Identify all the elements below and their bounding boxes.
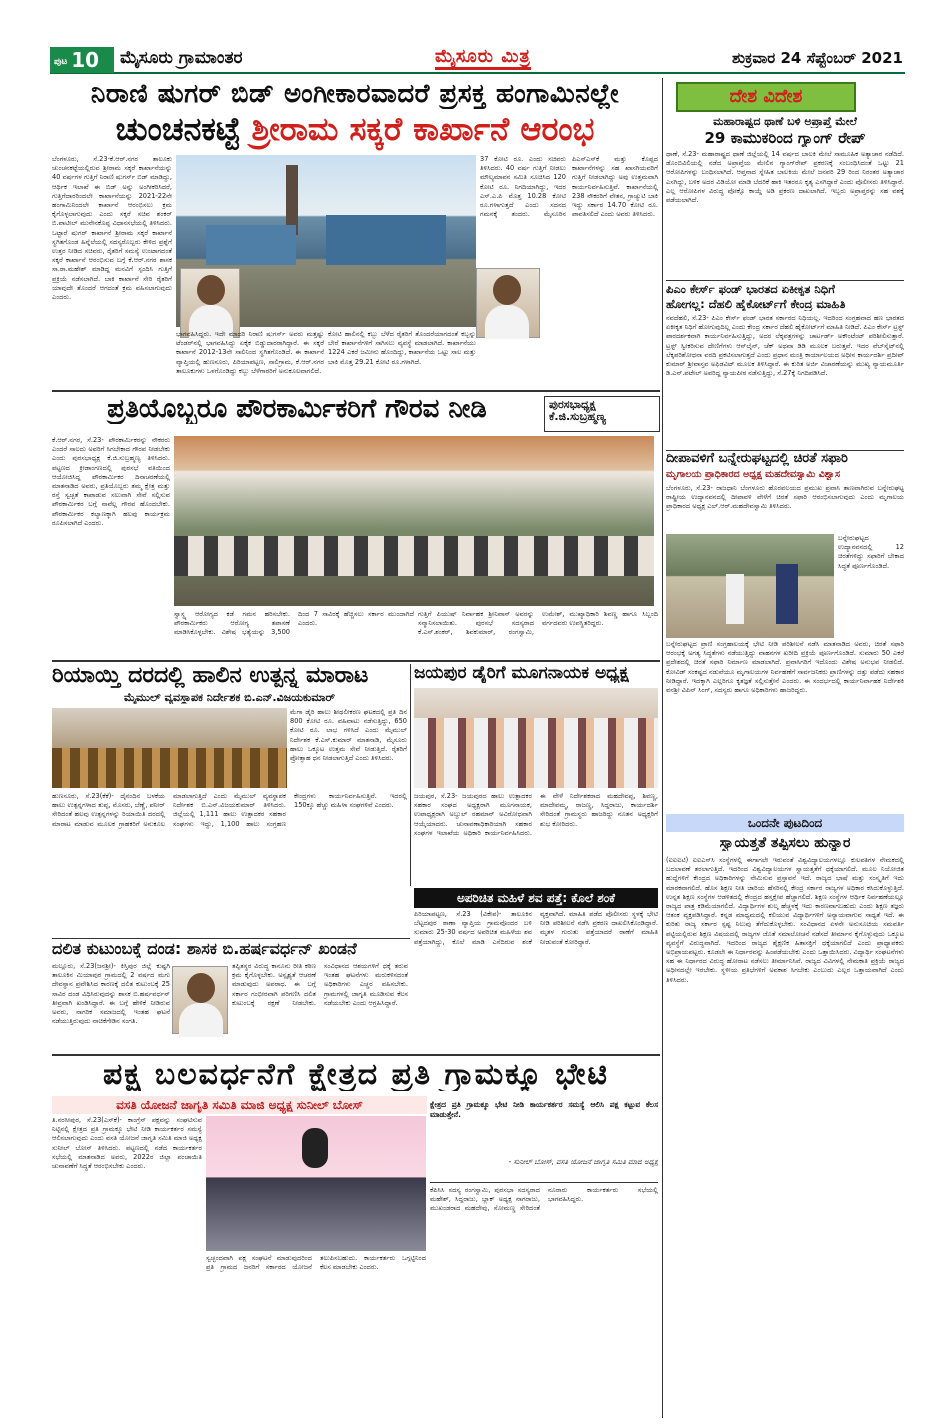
milk-title: ರಿಯಾಯ್ತಿ ದರದಲ್ಲಿ ಹಾಲಿನ ಉತ್ಪನ್ನ ಮಾರಾಟ — [52, 664, 369, 688]
milk-body-top: ಮೆಗಾ ಡೈರಿ ಹಾಲು ಶೀಥಲೀಕರಣ ಘಟಕದಲ್ಲಿ ಪ್ರತಿ ದಿನ 800 ಕೋಟಿ ರೂ. ವಹಿವಾಟು ನಡೆಸುತ್ತಿದ್ದು, 650 ಕೋಟಿ ರೂ. ಲಾಭ ಗಳಿಸಿದೆ ಎಂದು ಮೈಮುಲ್ ನಿರ್ದೇಶಕ ಕೆ.ಎಸ್.ಕುಮಾರ್ ಮಾತನಾಡಿ, ಮೈಸೂರು ಹಾಲು ಒಕ್ಕೂಟ ಉತ್ತಮ ಸೇವೆ ನೀಡುತ್ತಿದೆ. ರೈತರಿಗೆ ಪ್ರೋತ್ಸಾಹ ಧನ ನೀಡಲಾಗುತ್ತಿದೆ ಎಂದು ತಿಳಿಸಿದರು. — [290, 708, 407, 763]
unknown-woman-title: ಅಪರಿಚಿತ ಮಹಿಳೆ ಶವ ಪತ್ತೆ: ಕೊಲೆ ಶಂಕೆ — [414, 888, 658, 908]
party-quote-by: - ಸುನೀಲ್ ಬೋಸ್, ವಸತಿ ಯೋಜನೆ ಜಾಗೃತಿ ಸಮಿತಿ ಮಾಜಿ ಅಧ್ಯಕ್ಷ — [508, 1158, 658, 1166]
section-name: ಮೈಸೂರು ಗ್ರಾಮಾಂತರ — [120, 48, 243, 68]
masthead: ಮೈಸೂರು ಮಿತ್ರ — [435, 46, 531, 70]
pourakarmika-byline-box — [544, 396, 660, 432]
lead-title-black: ಚುಂಚನಕಟ್ಟೆ — [115, 112, 241, 148]
thane-body: ಥಾಣೆ, ಸೆ.23- ಮಹಾರಾಷ್ಟ್ರದ ಥಾಣೆ ಜಿಲ್ಲೆಯಲ್ಲಿ 14 ವರ್ಷದ ಬಾಲಕಿ ಮೇಲೆ ಸಾಮೂಹಿಕ ಅತ್ಯಾಚಾರ ನಡೆದಿದೆ. ಡೊಂಬಿವಿಲಿಯಲ್ಲಿ ನಡೆದ ಅಪ್ರಾಪ್ತೆಯ ಮೇಲಿನ ಗ್ಯಾಂಗ್‌ರೇಪ್ ಪ್ರಕರಣಕ್ಕೆ ಸಂಬಂಧಿಸಿದಂತೆ ಒಟ್ಟು 21 ಆರೋಪಿಗಳನ್ನು ಬಂಧಿಸಲಾಗಿದೆ. ಆಪ್ತನಾದ ಸ್ನೇಹಿತ ಬಾಲಕಿಯ ಮೇಲೆ ಜನವರಿ 29 ರಿಂದ ನಿರಂತರ ಅತ್ಯಾಚಾರ ಎಸಗಿದ್ದು, ಬಳಿಕ ಅದರ ವಿಡಿಯೋ ಮಾಡಿ ಬೆದರಿಕೆ ಹಾಕಿ ಇತರರೂ ಕೃತ್ಯ ಎಸಗಿದ್ದಾರೆ ಎಂದು ಪೊಲೀಸರು ತಿಳಿಸಿದ್ದಾರೆ. ಎಲ್ಲ ಆರೋಪಿಗಳ ವಿರುದ್ಧ ಪೋಕ್ಸೊ ಕಾಯ್ದೆ ಅಡಿ ಪ್ರಕರಣ ದಾಖಲಾಗಿದೆ. ಇಬ್ಬರು ಅಪ್ರಾಪ್ತರನ್ನು ಸಹ ವಶಕ್ಕೆ ಪಡೆಯಲಾಗಿದೆ. — [666, 150, 904, 205]
pm-cares-body: ನವದೆಹಲಿ, ಸೆ.23- ಪಿಎಂ ಕೇರ್ಸ್ ಫಂಡ್ ಭಾರತ ಸರ್ಕಾರದ ನಿಧಿಯಲ್ಲ. ಇದರಿಂದ ಸಂಗ್ರಹವಾದ ಹಣ ಭಾರತದ ಏಕೀಕೃತ ನಿಧಿಗೆ ಹೋಗುವುದಿಲ್ಲ ಎಂದು ಕೇಂದ್ರ ಸರ್ಕಾರ ದೆಹಲಿ ಹೈಕೋರ್ಟ್‌ಗೆ ಮಾಹಿತಿ ನೀಡಿದೆ. ಪಿಎಂ ಕೇರ್ಸ್ ಟ್ರಸ್ಟ್ ಪಾರದರ್ಶಕವಾಗಿ ಕಾರ್ಯನಿರ್ವಹಿಸುತ್ತಿದ್ದು, ಅದರ ಲೆಕ್ಕಪತ್ರಗಳನ್ನು ಚಾರ್ಟರ್ಡ್ ಅಕೌಂಟೆಂಟ್ ಪರಿಶೀಲಿಸುತ್ತಾರೆ. ಟ್ರಸ್ಟ್ ಸ್ವೀಕರಿಸುವ ದೇಣಿಗೆಗಳು ಆನ್‌ಲೈನ್, ಚೆಕ್ ಅಥವಾ ಡಿಡಿ ಮೂಲಕ ಬರುತ್ತವೆ. ಇದರ ವೆಬ್‌ಸೈಟ್‌ನಲ್ಲಿ ಲೆಕ್ಕಪರಿಶೋಧನಾ ವರದಿ ಪ್ರಕಟಿಸಲಾಗುತ್ತದೆ ಎಂದು ಪ್ರಧಾನ ಮಂತ್ರಿ ಕಾರ್ಯಾಲಯದ ಅಧೀನ ಕಾರ್ಯದರ್ಶಿ ಪ್ರದೀಪ್ ಕುಮಾರ್ ಶ್ರೀವಾಸ್ತವ ಅಫಿಡವಿಟ್ ಮೂಲಕ ತಿಳಿಸಿದ್ದಾರೆ. ಈ ಕುರಿತ ಅರ್ಜಿ ವಿಚಾರಣೆಯನ್ನು ಮುಖ್ಯ ನ್ಯಾಯಮೂರ್ತಿ ಡಿ.ಎನ್.ಪಟೇಲ್ ಅವರಿದ್ದ ನ್ಯಾಯಪೀಠ ನಡೆಸುತ್ತಿದ್ದು, ಸೆ.27ಕ್ಕೆ ನಿಗದಿಪಡಿಸಿದೆ. — [666, 314, 904, 378]
party-body-left: ತಿ.ನರಸೀಪುರ, ಸೆ.23(ಎಸ್‌ಕೆ)- ಕಾಂಗ್ರೆಸ್ ಪಕ್ಷವನ್ನು ಸಂಘಟಿಸುವ ನಿಟ್ಟಿನಲ್ಲಿ ಕ್ಷೇತ್ರದ ಪ್ರತಿ ಗ್ರಾಮಕ್ಕೂ ಭೇಟಿ ನೀಡಿ ಕಾರ್ಯಕರ್ತರ ಸಮಸ್ಯೆ ಆಲಿಸಲಾಗುವುದು ಎಂದು ವಸತಿ ಯೋಜನೆ ಜಾಗೃತಿ ಸಮಿತಿ ಮಾಜಿ ಅಧ್ಯಕ್ಷ ಸುನೀಲ್ ಬೋಸ್ ತಿಳಿಸಿದರು. ಪಟ್ಟಣದಲ್ಲಿ ನಡೆದ ಕಾರ್ಯಕರ್ತರ ಸಭೆಯಲ್ಲಿ ಮಾತನಾಡಿದ ಅವರು, 2022ರ ಜಿಲ್ಲಾ ಪಂಚಾಯಿತಿ ಚುನಾವಣೆಗೆ ಸಿದ್ಧತೆ ಆರಂಭಿಸಬೇಕು ಎಂದರು. — [52, 1116, 202, 1171]
safari-body-bottom: ಬನ್ನೇರುಘಟ್ಟದ ಪ್ರಾಣಿ ಸಂಗ್ರಹಾಲಯಕ್ಕೆ ಭೇಟಿ ನೀಡಿ ಪರಿಶೀಲನೆ ನಡೆಸಿ ಮಾತನಾಡಿದ ಅವರು, ಚಿರತೆ ಸಫಾರಿ ಆರಂಭಕ್ಕೆ ಅಗತ್ಯ ಸಿದ್ಧತೆಗಳು ನಡೆಯುತ್ತಿದ್ದು ವಾಹನಗಳ ಖರೀದಿ ಪ್ರಕ್ರಿಯೆ ಪೂರ್ಣಗೊಂಡಿದೆ. ಸುಮಾರು 50 ಎಕರೆ ಪ್ರದೇಶದಲ್ಲಿ ಚಿರತೆ ಸಫಾರಿ ನಿರ್ಮಾಣ ಮಾಡಲಾಗಿದೆ. ಪ್ರವಾಸಿಗರಿಗೆ ಇದೊಂದು ವಿಶೇಷ ಅನುಭವ ನೀಡಲಿದೆ. ಕೋವಿಡ್ ಸಂಕಷ್ಟದ ನಡುವೆಯೂ ಮೃಗಾಲಯಗಳ ನಿರ್ವಹಣೆಗೆ ಸಾರ್ವಜನಿಕರು ಪ್ರಾಣಿಗಳನ್ನು ದತ್ತು ಪಡೆದು ಸಹಕಾರ ನೀಡಿದ್ದಾರೆ. ಇದಕ್ಕಾಗಿ ಎಲ್ಲರಿಗೂ ಕೃತಜ್ಞತೆ ಸಲ್ಲಿಸುತ್ತೇನೆ ಎಂದರು. ಈ ಸಂದರ್ಭದಲ್ಲಿ ಕಾರ್ಯನಿರ್ವಾಹಕ ನಿರ್ದೇಶಕಿ ವನಶ್ರೀ ವಿಪಿನ್ ಸಿಂಗ್, ಸದಸ್ಯರು ಹಾಗೂ ಅಧಿಕಾರಿಗಳು ಹಾಜರಿದ್ದರು. — [666, 640, 904, 695]
minister-portrait — [180, 268, 240, 338]
dalit-body-left: ಮಲ್ಲೂರು, ಸೆ.23(ಜನಶ್ರೀ)- ಕಿಸ್ತಿಪುರ ಜಿಲ್ಲೆ ಕುಷ್ಟಗಿ ತಾಲೂಕಿನ ಮಿಯಾಪುರ ಗ್ರಾಮದಲ್ಲಿ 2 ವರ್ಷದ ಮಗು ದೇವಸ್ಥಾನ ಪ್ರವೇಶಿಸಿದ ಕಾರಣಕ್ಕೆ ದಲಿತ ಕುಟುಂಬಕ್ಕೆ 25 ಸಾವಿರ ದಂಡ ವಿಧಿಸಿರುವುದನ್ನು ಶಾಸಕ ಬಿ.ಹರ್ಷವರ್ಧನ್ ತೀವ್ರವಾಗಿ ಖಂಡಿಸಿದ್ದಾರೆ. ಈ ಬಗ್ಗೆ ಹೇಳಿಕೆ ನೀಡಿರುವ ಅವರು, ನಾಗರಿಕ ಸಮಾಜದಲ್ಲಿ ಇಂತಹ ಘಟನೆ ನಡೆಯುತ್ತಿರುವುದು ನಾಚಿಕೆಗೇಡಿನ ಸಂಗತಿ. — [52, 962, 170, 1026]
lead-title-red: ಶ್ರೀರಾಮ ಸಕ್ಕರೆ ಕಾರ್ಖಾನೆ ಆರಂಭ — [251, 112, 595, 148]
pourakarmika-body-right: ಗುತ್ತಿಗೆ ಪಿಯುಷ್ ನಿರ್ವಾಹಕ ಶ್ರೀನಿವಾಸ್ ಅವರನ್ನು ಸನ್ಮಾನಿಸಲಾಯಿತು. ಪುರಸಭೆ ಸದಸ್ಯರಾದ ಕೆ.ಎಸ್.ಶಂಕರ್, ಶಿವಕುಮಾರ್, ರಂಗಸ್ವಾಮಿ, ಉಮೇಶ್, ಮುಖ್ಯಾಧಿಕಾರಿ ಶಿವಣ್ಣ ಹಾಗೂ ಸಿಬ್ಬಂದಿ ವರ್ಗದವರು ಉಪಸ್ಥಿತರಿದ್ದರು. — [418, 610, 658, 637]
lead-title — [52, 112, 658, 152]
byline-name: ಕೆ.ಜಿ.ಸುಬ್ರಹ್ಮಣ್ಯ — [549, 410, 606, 424]
lead-body-left: ಬೆಂಗಳೂರು, ಸೆ.23-ಕೆ.ಆರ್.ನಗರ ತಾಲೂಕು ಚುಂಚನಕಟ್ಟೆಯಲ್ಲಿರುವ ಶ್ರೀರಾಮ ಸಕ್ಕರೆ ಕಾರ್ಖಾನೆಯನ್ನು 40 ವರ್ಷಗಳ ಗುತ್ತಿಗೆ ನಿರಾಣಿ ಷುಗರ್ಸ್ ಬಿಡ್ ಮಾಡಿದ್ದು, ಆರ್ಥಿಕ ಇಲಾಖೆ ಈ ಬಿಡ್ ಅನ್ನು ಅಂಗೀಕರಿಸಿದರೆ, ಗುತ್ತಿಗೆದಾರರಿಂದಲೇ ಕಾರ್ಖಾನೆಯನ್ನು 2021-22ನೇ ಹಂಗಾಮಿನಿಂದಲೇ ಕಾರ್ಖಾನೆ ಆರಂಭಿಸಲು ಕ್ರಮ ಕೈಗೊಳ್ಳಲಾಗುವುದು ಎಂದು ಸಕ್ಕರೆ ಸಚಿವ ಶಂಕರ್ ಬಿ.ಪಾಟೀಲ್ ಮುನೇನಕೊಪ್ಪ ವಿಧಾನಸಭೆಯಲ್ಲಿ ತಿಳಿಸಿದರು. ಒಟ್ಟಾರೆ ಷುಗರ್ ಕಾರ್ಖಾನೆ ಶ್ರೀರಾಮ ಸಕ್ಕರೆ ಕಾರ್ಖಾನೆ ಸ್ಥಗಿತಗೊಂಡ ಹಿನ್ನೆಲೆಯಲ್ಲಿ ಸದಸ್ಯರೊಬ್ಬರು ಕೇಳಿದ ಪ್ರಶ್ನೆಗೆ ಉತ್ತರ ನೀಡಿದ ಸಚಿವರು, ರೈತರಿಗೆ ಸಮಸ್ಯೆ ಉಂಟಾಗದಂತೆ ಸಕ್ಕರೆ ಕಾರ್ಖಾನೆ ಆರಂಭಿಸುವ ಬಗ್ಗೆ ಕೆ.ಆರ್.ನಗರ ಶಾಸಕ ಸಾ.ರಾ.ಮಹೇಶ್ ಮಾಡಿದ್ದ ಮನವಿಗೆ ಸ್ಪಂದಿಸಿ ಗುತ್ತಿಗೆ ಪ್ರಕ್ರಿಯೆ ನಡೆಸಲಾಗಿದೆ. ಬಾಕಿ ಕಾರ್ಖಾನೆ ಸೇರಿ ರೈತರಿಗೆ ಯಾವುದೇ ತೊಂದರೆ ಆಗದಂತೆ ಕ್ರಮ ವಹಿಸಲಾಗುವುದು ಎಂದರು. — [52, 155, 172, 302]
dairy-title: ಜಯಪುರ ಡೈರಿಗೆ ಮೂಗನಾಯಕ ಅಧ್ಯಕ್ಷ — [414, 664, 629, 683]
party-body-right: ಕೆಪಿಸಿಸಿ ಸದಸ್ಯ ರಂಗಸ್ವಾಮಿ, ಪುರಸಭಾ ಸದಸ್ಯರಾದ ಮಹೇಶ್, ಸಿದ್ದರಾಜು, ಬ್ಲಾಕ್ ಅಧ್ಯಕ್ಷ ನಾಗರಾಜು, ಮುಖಂಡರಾದ ಮಹದೇವು, ಸೋಮಣ್ಣ ಸೇರಿದಂತೆ ನೂರಾರು ಕಾರ್ಯಕರ್ತರು ಸಭೆಯಲ್ಲಿ ಭಾಗವಹಿಸಿದ್ದರು. — [430, 1186, 658, 1213]
party-subtitle: ವಸತಿ ಯೋಜನೆ ಜಾಗೃತಿ ಸಮಿತಿ ಮಾಜಿ ಅಧ್ಯಕ್ಷ ಸುನೀಲ್ ಬೋಸ್ — [52, 1096, 427, 1114]
safari-title: ದೀಪಾವಳಿಗೆ ಬನ್ನೇರುಘಟ್ಟದಲ್ಲಿ ಚಿರತೆ ಸಫಾರಿ — [666, 452, 848, 466]
pm-cares-title: ಪಿಎಂ ಕೇರ್ಸ್ ಫಂಡ್ ಭಾರತದ ಏಕೀಕೃತ ನಿಧಿಗೆ — [666, 283, 835, 296]
desha-videsha-banner: ದೇಶ ವಿದೇಶ — [676, 82, 856, 112]
thane-title: 29 ಕಾಮುಕರಿಂದ ಗ್ಯಾಂಗ್ ರೇಪ್ — [704, 130, 866, 147]
page1-title: ಸ್ವಾಯತ್ತತೆ ತಪ್ಪಿಸಲು ಹುನ್ನಾರ — [719, 836, 851, 851]
mla-portrait — [476, 268, 540, 338]
pourakarmika-body-left: ಕೆ.ಆರ್.ನಗರ, ಸೆ.23- ಪೌರಕಾರ್ಮಿಕರನ್ನು ನೌಕರರು ಎಂದರೆ ಸಾಲದು ಅವರಿಗೆ ಸಿಗಬೇಕಾದ ಗೌರವ ನೀಡಬೇಕು ಎಂದು ಪುರಸಭಾಧ್ಯಕ್ಷ ಕೆ.ಜಿ.ಸುಬ್ರಹ್ಮಣ್ಯ ತಿಳಿಸಿದರು. ಪಟ್ಟಣದ ಕ್ರೀಡಾಂಗಣದಲ್ಲಿ ಪುರಸಭೆ ವತಿಯಿಂದ ಆಯೋಜಿಸಿದ್ದ ಪೌರಕಾರ್ಮಿಕರ ದಿನಾಚರಣೆಯಲ್ಲಿ ಮಾತನಾಡಿದ ಅವರು, ಪ್ರತಿಯೊಬ್ಬರು ತಮ್ಮ ಕ್ಷೇತ್ರ ಮತ್ತು ರಸ್ತೆ ಸ್ವಚ್ಛತೆ ಕಾಪಾಡುವ ಸಲುವಾಗಿ ಸೇವೆ ಸಲ್ಲಿಸುವ ಪೌರಕಾರ್ಮಿಕರ ಬಗ್ಗೆ ನಾವೆಲ್ಲ ಗೌರವ ಹೊಂದಬೇಕು. ಪೌರಕಾರ್ಮಿಕರ ಕಲ್ಯಾಣಕ್ಕಾಗಿ ಹಲವು ಕಾರ್ಯಕ್ರಮ ರೂಪಿಸಲಾಗಿದೆ ಎಂದರು. — [52, 436, 170, 527]
lead-body-mid: ಭಾಗವಹಿಸಿದ್ದರು. ಇದೇ ಮಾದರಿ ನಿರಾಣಿ ಷುಗರ್ಸ್ ಅವರು ಮತ್ತಷ್ಟು ಟೆಂಡರ್‌ನಲ್ಲಿ ಭಾಗವಹಿಸಿದ್ದು ಏಕೈಕ ಬಿಡ್ಡುದಾರರಾಗಿದ್ದಾರೆ. ಈ ಸಕ್ಕರೆ ಕಾರ್ಖಾನೆ 2012-13ನೇ ಸಾಲಿನಿಂದ ಸ್ಥಗಿತಗೊಂಡಿದೆ. ಈ ಕಾರ್ಖಾನೆ ವ್ಯಾಪ್ತಿಯಲ್ಲಿ ಹುಣಸೂರು, ಪಿರಿಯಾಪಟ್ಟಣ, ಸಾಲಿಗ್ರಾಮ, ಕೆ.ಆರ್.ನಗರ ತಾಲೂಕುಗಳು ಒಳಗೊಂಡಿದ್ದು ಕಬ್ಬು ಬೆಳೆಗಾರರಿಗೆ ಅನುಕೂಲವಾಗಲಿದೆ. — [176, 330, 324, 375]
milk-products-photo — [52, 708, 287, 788]
milk-subtitle: ಮೈಮುಲ್ ವ್ಯವಸ್ಥಾಪಕ ನಿರ್ದೇಶಕ ಬಿ.ಎನ್.ವಿಜಯಕುಮಾರ್ — [123, 692, 336, 704]
milk-body-bottom: ಹುಣಸೂರು, ಸೆ.23(ಕೆಕೆ)- ದೈನಂದಿನ ಬಳಕೆಯ ಹಾಲು ಉತ್ಪನ್ನಗಳಾದ ತುಪ್ಪ, ಮೊಸರು, ಬೆಣ್ಣೆ, ಪನೀರ್ ಸೇರಿದಂತೆ ಹಲವು ಉತ್ಪನ್ನಗಳನ್ನು ರಿಯಾಯಿತಿ ದರದಲ್ಲಿ ಮಾರಾಟ ಮಾಡುವ ಮೂಲಕ ಗ್ರಾಹಕರಿಗೆ ಅನುಕೂಲ ಮಾಡಲಾಗುತ್ತಿದೆ ಎಂದು ಮೈಮುಲ್ ವ್ಯವಸ್ಥಾಪಕ ನಿರ್ದೇಶಕ ಬಿ.ಎನ್.ವಿಜಯಕುಮಾರ್ ತಿಳಿಸಿದರು. ಜಿಲ್ಲೆಯಲ್ಲಿ 1,111 ಹಾಲು ಉತ್ಪಾದಕರ ಸಹಕಾರ ಸಂಘಗಳು ಇದ್ದು, 1,100 ಹಾಲು ಸಂಗ್ರಹಣ ಕೇಂದ್ರಗಳು ಕಾರ್ಯನಿರ್ವಹಿಸುತ್ತಿವೆ. ಇದರಲ್ಲಿ 150ಕ್ಕೂ ಹೆಚ್ಚು ಮಹಿಳಾ ಸಂಘಗಳಿವೆ ಎಂದರು. — [52, 792, 407, 828]
party-quote: ಕ್ಷೇತ್ರದ ಪ್ರತಿ ಗ್ರಾಮಕ್ಕೂ ಭೇಟಿ ನೀಡಿ ಕಾರ್ಯಕರ್ತರ ಸಮಸ್ಯೆ ಆಲಿಸಿ ಪಕ್ಷ ಕಟ್ಟುವ ಕೆಲಸ ಮಾಡುತ್ತೇನೆ. — [430, 1100, 658, 1119]
safari-subtitle: ಮೃಗಾಲಯ ಪ್ರಾಧಿಕಾರದ ಅಧ್ಯಕ್ಷ ಮಹದೇವಸ್ವಾಮಿ ವಿಶ್ವಾಸ — [666, 470, 841, 480]
issue-date: ಶುಕ್ರವಾರ 24 ಸೆಪ್ಟೆಂಬರ್ 2021 — [732, 49, 903, 67]
dalit-title: ದಲಿತ ಕುಟುಂಬಕ್ಕೆ ದಂಡ: ಶಾಸಕ ಬಿ.ಹರ್ಷವರ್ಧನ್ ಖಂಡನೆ — [52, 940, 357, 958]
unknown-woman-body: ಪಿರಿಯಾಪಟ್ಟಣ, ಸೆ.23 (ವಿಕೇಪ)- ತಾಲೂಕಿನ ಬೆಟ್ಟದಪುರ ಠಾಣಾ ವ್ಯಾಪ್ತಿಯ ಗ್ರಾಮವೊಂದರ ಬಳಿ ಸುಮಾರು 25-30 ವರ್ಷದ ಅಪರಿಚಿತ ಮಹಿಳೆಯ ಶವ ಪತ್ತೆಯಾಗಿದ್ದು, ಕೊಲೆ ಮಾಡಿ ಎಸೆದಿರುವ ಶಂಕೆ ವ್ಯಕ್ತವಾಗಿದೆ. ಮಾಹಿತಿ ಪಡೆದ ಪೊಲೀಸರು ಸ್ಥಳಕ್ಕೆ ಭೇಟಿ ನೀಡಿ ಪರಿಶೀಲನೆ ನಡೆಸಿ ಪ್ರಕರಣ ದಾಖಲಿಸಿಕೊಂಡಿದ್ದಾರೆ. ಮೃತಳ ಗುರುತು ಪತ್ತೆಯಾದರೆ ಠಾಣೆಗೆ ಮಾಹಿತಿ ನೀಡುವಂತೆ ಕೋರಿದ್ದಾರೆ. — [414, 910, 658, 946]
thane-kicker: ಮಹಾರಾಷ್ಟ್ರದ ಥಾಣೆ ಬಳಿ ಅಪ್ರಾಪ್ತೆ ಮೇಲೆ — [713, 116, 857, 128]
page1-body: (ಐಐಐಟಿ) ಐಐಎಸ್‌ಸಿ ಸಂಸ್ಥೆಗಳಲ್ಲಿ ಈಗಾಗಲೇ ಇರುವಂತೆ ವಿಶ್ವವಿದ್ಯಾಲಯಗಳಲ್ಲೂ ಕುಲಪತಿಗಳ ನೇಮಕದಲ್ಲಿ ಬದಲಾವಣೆ ತರಲಾಗುತ್ತಿದೆ. ಇದರಿಂದ ವಿಶ್ವವಿದ್ಯಾಲಯಗಳ ಸ್ವಾಯತ್ತತೆಗೆ ಧಕ್ಕೆಯಾಗಲಿದೆ. ಮೂಲ ನಿಯೋಜಿತ ಹುದ್ದೆಗಳಿಗೆ ಕೇಂದ್ರದ ಅಧಿಕಾರಿಗಳನ್ನು ನೇಮಿಸುವ ಪ್ರಸ್ತಾವನೆ ಇದೆ. ರಾಜ್ಯದ ಭಾಷೆ ಮತ್ತು ಸಂಸ್ಕೃತಿಗೆ ಇದು ಮಾರಕವಾಗಲಿದೆ. ಹೊಸ ಶಿಕ್ಷಣ ನೀತಿ ಜಾರಿಯ ಹೆಸರಿನಲ್ಲಿ ಕೇಂದ್ರ ಸರ್ಕಾರ ರಾಜ್ಯಗಳ ಅಧಿಕಾರ ಕಸಿದುಕೊಳ್ಳುತ್ತಿದೆ. ಉನ್ನತ ಶಿಕ್ಷಣ ಸಂಸ್ಥೆಗಳ ಆಡಳಿತದಲ್ಲಿ ಕೇಂದ್ರದ ಹಸ್ತಕ್ಷೇಪ ಹೆಚ್ಚಾಗಲಿದೆ. ಶಿಕ್ಷಣ ಸಂಸ್ಥೆಗಳ ಆರ್ಥಿಕ ನಿರ್ವಹಣೆಯಲ್ಲೂ ರಾಜ್ಯದ ಪಾತ್ರ ಕಡಿಮೆಯಾಗಲಿದೆ. ವಿದ್ಯಾರ್ಥಿಗಳ ಶುಲ್ಕ ಹೆಚ್ಚಳಕ್ಕೆ ಇದು ಕಾರಣವಾಗಬಹುದು ಎಂದು ಶಿಕ್ಷಣ ತಜ್ಞರು ಆತಂಕ ವ್ಯಕ್ತಪಡಿಸಿದ್ದಾರೆ. ಕನ್ನಡ ಮಾಧ್ಯಮದಲ್ಲಿ ಕಲಿಯುವ ವಿದ್ಯಾರ್ಥಿಗಳಿಗೆ ಅನ್ಯಾಯವಾಗುವ ಸಾಧ್ಯತೆ ಇದೆ. ಈ ಕುರಿತು ರಾಜ್ಯ ಸರ್ಕಾರ ಸ್ಪಷ್ಟ ನಿಲುವು ತೆಗೆದುಕೊಳ್ಳಬೇಕು. ಸಂವಿಧಾನದ ಏಳನೇ ಅನುಸೂಚಿಯ ಸಮವರ್ತಿ ಪಟ್ಟಿಯಲ್ಲಿರುವ ಶಿಕ್ಷಣ ವಿಷಯದಲ್ಲಿ ರಾಜ್ಯಗಳ ಜೊತೆ ಸಮಾಲೋಚನೆ ನಡೆಸದೆ ತೀರ್ಮಾನ ಕೈಗೊಳ್ಳುವುದು ಒಕ್ಕೂಟ ವ್ಯವಸ್ಥೆಗೆ ವಿರುದ್ಧವಾಗಿದೆ. ಇದರಿಂದ ರಾಜ್ಯದ ಶೈಕ್ಷಣಿಕ ಹಿತಾಸಕ್ತಿಗೆ ಧಕ್ಕೆಯಾಗಲಿದೆ ಎಂದು ಪ್ರಾಧ್ಯಾಪಕರು ಅಭಿಪ್ರಾಯಪಟ್ಟರು. ಕೂಡಲೇ ಈ ನಿರ್ಧಾರವನ್ನು ಹಿಂಪಡೆಯಬೇಕು ಎಂದು ಒತ್ತಾಯಿಸಿದರು. ವಿದ್ಯಾರ್ಥಿ ಸಂಘಟನೆಗಳು ಸಹ ಈ ನಿರ್ಧಾರದ ವಿರುದ್ಧ ಹೋರಾಟ ನಡೆಸಲು ತೀರ್ಮಾನಿಸಿವೆ. ರಾಜ್ಯದ ವಿವಿಗಳಲ್ಲಿ ನೇಮಕಾತಿ ಪ್ರಕ್ರಿಯೆ ರಾಜ್ಯದ ಅಧೀನದಲ್ಲೇ ಇರಬೇಕು. ಸ್ಥಳೀಯ ಪ್ರತಿಭೆಗಳಿಗೆ ಅವಕಾಶ ಸಿಗಬೇಕು ಎಂಬುದು ಎಲ್ಲರ ಒತ್ತಾಯವಾಗಿದೆ ಎಂದು ತಿಳಿಸಿದರು. — [666, 856, 904, 984]
safari-body-side: ಬನ್ನೇರುಘಟ್ಟದ ಉದ್ಯಾನವನದಲ್ಲಿ 12 ಚಿರತೆಗಳಿದ್ದು ಸಫಾರಿಗೆ ಬೇಕಾದ ಸಿದ್ಧತೆ ಪೂರ್ಣಗೊಂಡಿದೆ. — [838, 534, 904, 570]
lead-kicker: ನಿರಾಣಿ ಷುಗರ್ ಬಿಡ್ ಅಂಗೀಕಾರವಾದರೆ ಪ್ರಸಕ್ತ ಹಂಗಾಮಿನಲ್ಲೇ — [90, 80, 620, 109]
pourakarmika-group-photo — [174, 436, 654, 606]
lead-body-mid2: ಕೋಟಿ ಹಾಲಿನಲ್ಲಿ ಕಬ್ಬು ಬೆಳೆದ ರೈತರಿಗೆ ತೊಂದರೆಯಾಗದಂತೆ ಕಬ್ಬನ್ನು ಬೇರೆ ಕಾರ್ಖಾನೆಗಳಿಗೆ ಸಾಗಿಸಲು ವ್ಯವಸ್ಥೆ ಮಾಡಲಾಗಿದೆ. ಕಾರ್ಖಾನೆಯು 1224 ಎಕರೆ ಜಮೀನು ಹೊಂದಿದ್ದು, ಕಾರ್ಖಾನೆಯ ಒಟ್ಟು ಸಾಲ ಮತ್ತು ಬಾಕಿ ಮೊತ್ತ 29.21 ಕೋಟಿ ರೂ.ಗಳಾಗಿದೆ. — [328, 330, 476, 366]
dairy-body: ಜಯಪುರ, ಸೆ.23- ಜಯಪುರದ ಹಾಲು ಉತ್ಪಾದಕರ ಸಹಕಾರ ಸಂಘದ ಅಧ್ಯಕ್ಷರಾಗಿ ಮೂಗನಾಯಕ, ಉಪಾಧ್ಯಕ್ಷರಾಗಿ ಅಬ್ದುಲ್ ರಹಮಾನ್ ಅವಿರೋಧವಾಗಿ ಆಯ್ಕೆಯಾದರು. ಚುನಾವಣಾಧಿಕಾರಿಯಾಗಿ ಸಹಕಾರ ಸಂಘಗಳ ಇಲಾಖೆಯ ಅಧಿಕಾರಿ ಕಾರ್ಯನಿರ್ವಹಿಸಿದರು. ಈ ವೇಳೆ ನಿರ್ದೇಶಕರಾದ ಮಹದೇವಪ್ಪ, ಶಿವಣ್ಣ, ಮಾದೇವಮ್ಮ, ರಾಜಣ್ಣ, ಸಿದ್ದರಾಜು, ಕಾರ್ಯದರ್ಶಿ ಸೇರಿದಂತೆ ಗ್ರಾಮಸ್ಥರು ಹಾಜರಿದ್ದು ನೂತನ ಅಧ್ಯಕ್ಷರಿಗೆ ಶುಭ ಕೋರಿದರು. — [414, 792, 658, 837]
dalit-body-right: ತಪ್ಪಿತಸ್ಥರ ವಿರುದ್ಧ ಕಾನೂನು ರೀತಿ ಕಠಿಣ ಕ್ರಮ ಕೈಗೊಳ್ಳಬೇಕು. ಅಸ್ಪೃಶ್ಯತೆ ಆಚರಣೆ ಮಾಡುವುದು ಅಪರಾಧ. ಈ ಬಗ್ಗೆ ಸರ್ಕಾರ ಗಂಭೀರವಾಗಿ ಪರಿಗಣಿಸಿ ದಲಿತ ಕುಟುಂಬಕ್ಕೆ ರಕ್ಷಣೆ ನೀಡಬೇಕು. ಸಂವಿಧಾನದ ಆಶಯಗಳಿಗೆ ಧಕ್ಕೆ ತರುವ ಇಂತಹ ಘಟನೆಗಳು ಮರುಕಳಿಸದಂತೆ ಅಧಿಕಾರಿಗಳು ಎಚ್ಚರ ವಹಿಸಬೇಕು. ಗ್ರಾಮಗಳಲ್ಲಿ ಜಾಗೃತಿ ಮೂಡಿಸುವ ಕೆಲಸ ನಡೆಯಬೇಕು ಎಂದು ಆಗ್ರಹಿಸಿದ್ದಾರೆ. — [232, 962, 408, 1007]
safari-visit-photo — [666, 534, 834, 638]
mla-harshavardhan-portrait — [172, 966, 228, 1034]
dairy-felicitation-photo — [414, 688, 658, 788]
byline-tag: ಪುರಸಭಾಧ್ಯಕ್ಷ — [549, 398, 596, 411]
party-meeting-photo — [206, 1116, 426, 1251]
page-header — [50, 44, 905, 74]
party-title: ಪಕ್ಷ ಬಲವರ್ಧನೆಗೆ ಕ್ಷೇತ್ರದ ಪ್ರತಿ ಗ್ರಾಮಕ್ಕೂ ಭೇಟಿ — [102, 1058, 609, 1091]
party-body-mid: ಸ್ವಚ್ಛಂದವಾಗಿ ಪಕ್ಷ ಸಂಘಟನೆ ಮಾಡುವುದರಿಂದ ಪ್ರತಿ ಗ್ರಾಮದ ಜನರಿಗೆ ಸರ್ಕಾರದ ಯೋಜನೆ ತಲುಪಿಸಬಹುದು. ಕಾರ್ಯಕರ್ತರು ಒಗ್ಗಟ್ಟಿನಿಂದ ಕೆಲಸ ಮಾಡಬೇಕು ಎಂದರು. — [206, 1254, 426, 1272]
pourakarmika-title: ಪ್ರತಿಯೊಬ್ಬರೂ ಪೌರಕಾರ್ಮಿಕರಿಗೆ ಗೌರವ ನೀಡಿ — [107, 395, 487, 424]
page1-banner: ಒಂದನೇ ಪುಟದಿಂದ — [666, 814, 904, 832]
pm-cares-subtitle: ಹೋಗಲ್ಲ: ದೆಹಲಿ ಹೈಕೋರ್ಟ್‌ಗೆ ಕೇಂದ್ರ ಮಾಹಿತಿ — [666, 298, 846, 311]
pourakarmika-body-mid: ಸ್ವಾಸ್ಥ್ಯ ಆರೋಗ್ಯದ ಕಡೆ ಗಮನ ಹರಿಸಬೇಕು. ಪೌರಕಾರ್ಮಿಕರು ಆರೋಗ್ಯ ತಪಾಸಣೆ ಮಾಡಿಸಿಕೊಳ್ಳಬೇಕು. ವಿಶೇಷ ಭತ್ಯೆಯನ್ನು 3,500 ದಿಂದ 7 ಸಾವಿರಕ್ಕೆ ಹೆಚ್ಚಿಸಲು ಸರ್ಕಾರ ಮುಂದಾಗಿದೆ ಎಂದರು. — [174, 610, 414, 637]
lead-body-right: 37 ಕೋಟಿ ರೂ. ಎಂದು ಸಚಿವರು ತಿಳಿಸಿದರು. 40 ವರ್ಷ ಗುತ್ತಿಗೆ ನೀಡಲು ಮೌಲ್ಯಮಾಪನ ಸಮಿತಿ ಸೂಚಿಸಿದ 120 ಕೋಟಿ ರೂ. ನಿಗದಿಯಾಗಿದ್ದು, ಇದರ ಎಸ್.ಎ.ಪಿ ಮೊತ್ತ 10.28 ಕೋಟಿ ರೂ.ಗಳಾಗುತ್ತದೆ ಎಂದು ಸದನದ ಗಮನಕ್ಕೆ ತಂದರು. ಮೈಸೂರಿನ ಪಿಎಸ್ಎಸ್‌ಕೆ ಮತ್ತು ಕೊಪ್ಪದ ಕಾರ್ಖಾನೆಗಳನ್ನು ಸಹ ಖಾಸಗಿಯವರಿಗೆ ಗುತ್ತಿಗೆ ನೀಡಲಾಗಿದ್ದು ಅವು ಉತ್ತಮವಾಗಿ ಕಾರ್ಯನಿರ್ವಹಿಸುತ್ತಿವೆ. ಕಾರ್ಖಾನೆಯಲ್ಲಿ 238 ನೌಕರರಿಗೆ ವೇತನ, ಗ್ರಾಚ್ಯುಟಿ ಬಾಕಿ ಇದ್ದು ಸರ್ಕಾರ 14.70 ಕೋಟಿ ರೂ. ಪಾವತಿಸಲಿದೆ ಎಂದು ಅವರು ತಿಳಿಸಿದರು. — [480, 155, 658, 219]
page-number-badge: ಪುಟ 10 — [50, 47, 114, 73]
safari-body-top: ಬೆಂಗಳೂರು, ಸೆ.23- ರಾಜಧಾನಿ ಬೆಂಗಳೂರು ಹೊರವಲಯದ ಪ್ರಮುಖ ಪ್ರವಾಸಿ ತಾಣವಾಗಿರುವ ಬನ್ನೇರುಘಟ್ಟ ರಾಷ್ಟ್ರೀಯ ಉದ್ಯಾನವನದಲ್ಲಿ ದೀಪಾವಳಿ ವೇಳೆಗೆ ಚಿರತೆ ಸಫಾರಿ ಆರಂಭಿಸಲಾಗುವುದು ಎಂದು ಮೃಗಾಲಯ ಪ್ರಾಧಿಕಾರದ ಅಧ್ಯಕ್ಷ ಎಲ್.ಆರ್.ಮಹದೇವಸ್ವಾಮಿ ತಿಳಿಸಿದರು. — [666, 484, 904, 511]
